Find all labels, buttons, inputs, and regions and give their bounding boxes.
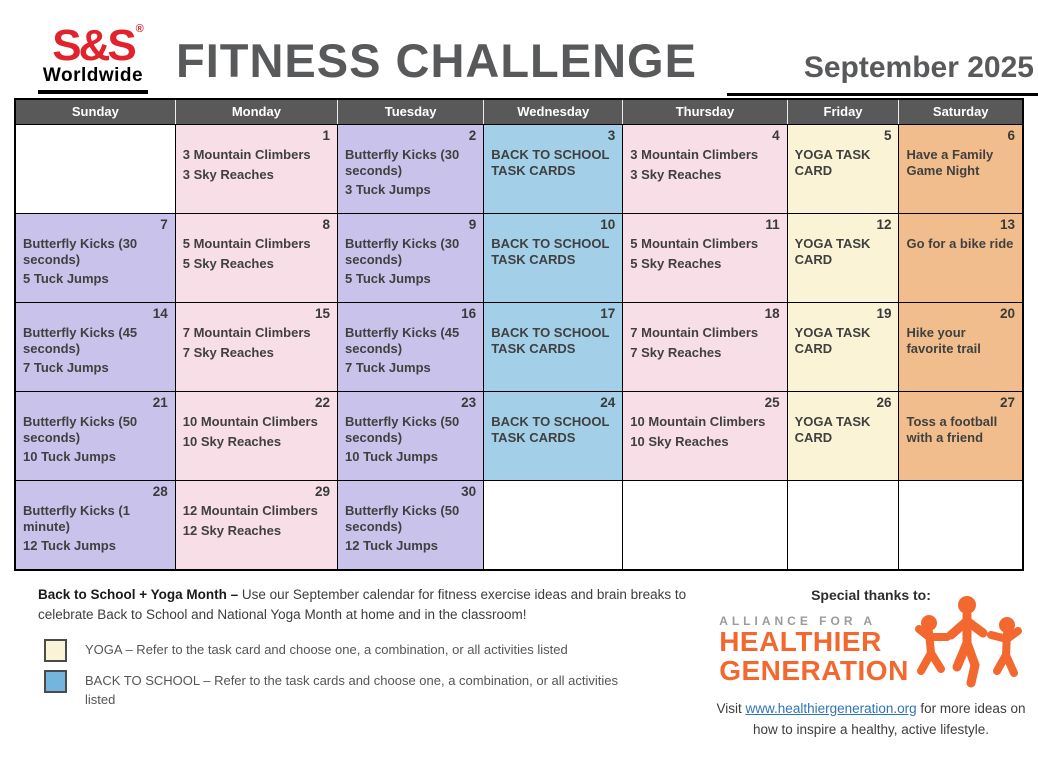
calendar-cell-12 <box>787 214 899 303</box>
calendar-cell-28 <box>15 481 175 570</box>
day-number: 8 <box>322 217 331 232</box>
calendar-week-row <box>15 392 1023 481</box>
day-number: 4 <box>772 128 780 143</box>
activity-text: Hike your favorite trail <box>906 325 981 356</box>
activity-text: 12 Sky Reaches <box>182 522 282 538</box>
visit-text <box>711 698 1031 741</box>
calendar-cell-6 <box>899 125 1023 214</box>
calendar-cell-29 <box>175 481 337 570</box>
activity-text: YOGA TASK CARD <box>794 325 871 356</box>
activity-text: 10 Mountain Climbers <box>630 414 766 429</box>
activity-text: Go for a bike ride <box>906 236 1014 251</box>
activity-text: 5 Tuck Jumps <box>345 271 431 287</box>
page-header <box>0 0 1038 96</box>
calendar-cell-empty <box>15 125 175 214</box>
day-header-friday: Friday <box>787 99 899 125</box>
legend <box>38 641 706 710</box>
activity-text: Butterfly Kicks (50 seconds) <box>345 503 460 534</box>
activity-text: 10 Sky Reaches <box>630 433 729 449</box>
day-header-thursday: Thursday <box>623 99 787 125</box>
calendar-cell-18 <box>623 303 787 392</box>
activity-text: Butterfly Kicks (30 seconds) <box>345 147 460 178</box>
healthier-label: HEALTHIER <box>719 626 882 658</box>
calendar-cell-3 <box>484 125 623 214</box>
calendar-cell-4 <box>623 125 787 214</box>
intro-paragraph <box>38 585 698 626</box>
activity-text: Butterfly Kicks (45 seconds) <box>23 325 138 356</box>
healthiergeneration-link[interactable]: www.healthiergeneration.org <box>745 700 917 716</box>
day-number: 14 <box>152 306 168 321</box>
special-thanks-label: Special thanks to: <box>811 586 931 603</box>
page-footer <box>0 571 1038 741</box>
day-header-monday: Monday <box>175 99 337 125</box>
footer-right <box>706 585 1036 741</box>
activity-text: 12 Tuck Jumps <box>345 538 439 554</box>
generation-label: GENERATION <box>719 655 909 686</box>
alliance-logo <box>706 605 1036 696</box>
activity-text: 7 Tuck Jumps <box>345 360 431 376</box>
calendar-cell-23 <box>338 392 484 481</box>
calendar-week-row <box>15 214 1023 303</box>
day-number: 6 <box>1007 128 1015 143</box>
calendar-cell-empty <box>787 481 899 570</box>
day-header-wednesday: Wednesday <box>484 99 623 125</box>
activity-text: 7 Tuck Jumps <box>23 360 109 376</box>
activity-text: 5 Mountain Climbers <box>182 236 311 251</box>
activity-text: Toss a football with a friend <box>906 414 998 445</box>
ss-worldwide-logo <box>38 21 148 96</box>
activity-text: 3 Sky Reaches <box>630 166 722 182</box>
activity-text: BACK TO SCHOOL TASK CARDS <box>491 236 610 267</box>
calendar-cell-20 <box>899 303 1023 392</box>
calendar-cell-26 <box>787 392 899 481</box>
day-number: 19 <box>876 306 892 321</box>
calendar-table <box>14 98 1024 571</box>
day-number: 3 <box>607 128 616 143</box>
day-number: 12 <box>876 217 892 232</box>
calendar-cell-16 <box>338 303 484 392</box>
alliance-for-a-label: ALLIANCE FOR A <box>719 614 877 629</box>
day-number: 2 <box>468 128 477 143</box>
activity-text: 10 Sky Reaches <box>182 433 282 449</box>
calendar-cell-21 <box>15 392 175 481</box>
calendar-week-row <box>15 125 1023 214</box>
activity-text: Butterfly Kicks (1 minute) <box>23 503 130 534</box>
day-header-sunday: Sunday <box>15 99 175 125</box>
calendar-cell-14 <box>15 303 175 392</box>
activity-text: Butterfly Kicks (50 seconds) <box>23 414 138 445</box>
activity-text: 7 Sky Reaches <box>182 344 274 360</box>
calendar-cell-22 <box>175 392 337 481</box>
activity-text: 3 Tuck Jumps <box>345 182 431 198</box>
back-to-school-legend <box>44 672 706 710</box>
yoga-legend-text: YOGA – Refer to the task card and choose one, a combination, or all activities listed <box>85 642 568 657</box>
day-number: 16 <box>461 306 477 321</box>
activity-text: Butterfly Kicks (50 seconds) <box>345 414 460 445</box>
calendar-week-row <box>15 481 1023 570</box>
activity-text: 3 Mountain Climbers <box>630 147 759 162</box>
day-number: 20 <box>999 306 1015 321</box>
logo-worldwide-label: Worldwide <box>38 65 148 94</box>
yoga-legend <box>44 641 706 662</box>
activity-text: 10 Tuck Jumps <box>345 449 439 465</box>
activity-text: BACK TO SCHOOL TASK CARDS <box>491 325 610 356</box>
calendar-cell-10 <box>484 214 623 303</box>
calendar-cell-7 <box>15 214 175 303</box>
day-number: 11 <box>765 217 780 232</box>
activity-text: 12 Tuck Jumps <box>23 538 116 554</box>
day-number: 23 <box>461 395 477 410</box>
day-number: 27 <box>999 395 1015 410</box>
activity-text: YOGA TASK CARD <box>794 147 871 178</box>
day-number: 15 <box>315 306 331 321</box>
running-figures-icon <box>911 591 1023 696</box>
activity-text: 12 Mountain Climbers <box>182 503 318 518</box>
activity-text: YOGA TASK CARD <box>794 236 871 267</box>
footer-left <box>38 585 706 741</box>
activity-text: 7 Mountain Climbers <box>182 325 311 340</box>
calendar-cell-27 <box>899 392 1023 481</box>
page-title: FITNESS CHALLENGE <box>176 34 697 87</box>
day-number: 28 <box>152 484 168 499</box>
calendar-cell-25 <box>623 392 787 481</box>
activity-text: 5 Sky Reaches <box>630 255 722 271</box>
day-number: 30 <box>461 484 477 499</box>
activity-text: YOGA TASK CARD <box>794 414 871 445</box>
day-number: 22 <box>315 395 331 410</box>
day-number: 24 <box>600 395 616 410</box>
intro-bold-text: Back to School + Yoga Month – <box>38 586 242 602</box>
back-to-school-legend-text: BACK TO SCHOOL – Refer to the task cards and choose one, a combination, or all activities listed <box>85 673 619 707</box>
day-number: 17 <box>600 306 616 321</box>
day-number: 9 <box>468 217 477 232</box>
day-header-saturday: Saturday <box>899 99 1023 125</box>
visit-suffix: for more ideas on how to inspire a healthy, active lifestyle. <box>752 700 1026 738</box>
activity-text: 5 Sky Reaches <box>182 255 274 271</box>
activity-text: 5 Mountain Climbers <box>630 236 759 251</box>
calendar-cell-8 <box>175 214 337 303</box>
day-header-tuesday: Tuesday <box>338 99 484 125</box>
activity-text: 5 Tuck Jumps <box>23 271 109 287</box>
calendar-cell-30 <box>338 481 484 570</box>
activity-text: Butterfly Kicks (45 seconds) <box>345 325 460 356</box>
activity-text: BACK TO SCHOOL TASK CARDS <box>491 147 610 178</box>
back-to-school-legend-swatch <box>44 670 67 693</box>
visit-prefix: Visit <box>716 700 746 716</box>
day-number: 10 <box>600 217 616 232</box>
calendar-cell-15 <box>175 303 337 392</box>
yoga-legend-swatch <box>44 639 67 662</box>
ss-logo-text: S&S ® <box>52 21 144 71</box>
day-number: 7 <box>160 217 168 232</box>
calendar-cell-19 <box>787 303 899 392</box>
activity-text: 10 Mountain Climbers <box>182 414 318 429</box>
intro-rest-text: Use our September calendar for fitness exercise ideas and brain breaks to celebrate Back to School and National Yoga Month at home and in the classroom! <box>38 586 687 622</box>
activity-text: BACK TO SCHOOL TASK CARDS <box>491 414 610 445</box>
day-number: 18 <box>764 306 780 321</box>
activity-text: 7 Mountain Climbers <box>630 325 759 340</box>
day-number: 26 <box>876 395 892 410</box>
activity-text: 10 Tuck Jumps <box>23 449 116 465</box>
activity-text: Have a Family Game Night <box>906 147 994 178</box>
day-number: 25 <box>764 395 780 410</box>
day-number: 13 <box>999 217 1015 232</box>
calendar-cell-empty <box>484 481 623 570</box>
calendar-cell-empty <box>623 481 787 570</box>
activity-text: Butterfly Kicks (30 seconds) <box>23 236 138 267</box>
day-number: 5 <box>883 128 892 143</box>
activity-text: 3 Sky Reaches <box>182 166 274 182</box>
registered-mark: ® <box>135 23 144 36</box>
calendar-cell-5 <box>787 125 899 214</box>
alliance-logo-text <box>719 614 909 685</box>
day-number: 21 <box>152 395 168 410</box>
calendar-week-row <box>15 303 1023 392</box>
day-number: 1 <box>322 128 331 143</box>
activity-text: 7 Sky Reaches <box>630 344 722 360</box>
month-year-label: September 2025 <box>727 51 1038 96</box>
activity-text: Butterfly Kicks (30 seconds) <box>345 236 460 267</box>
calendar-cell-1 <box>175 125 337 214</box>
calendar-cell-9 <box>338 214 484 303</box>
calendar-cell-2 <box>338 125 484 214</box>
calendar-cell-11 <box>623 214 787 303</box>
calendar-cell-13 <box>899 214 1023 303</box>
calendar-cell-24 <box>484 392 623 481</box>
calendar-header-row <box>15 99 1023 125</box>
day-number: 29 <box>315 484 331 499</box>
activity-text: 3 Mountain Climbers <box>182 147 311 162</box>
calendar-cell-17 <box>484 303 623 392</box>
calendar-cell-empty <box>899 481 1023 570</box>
